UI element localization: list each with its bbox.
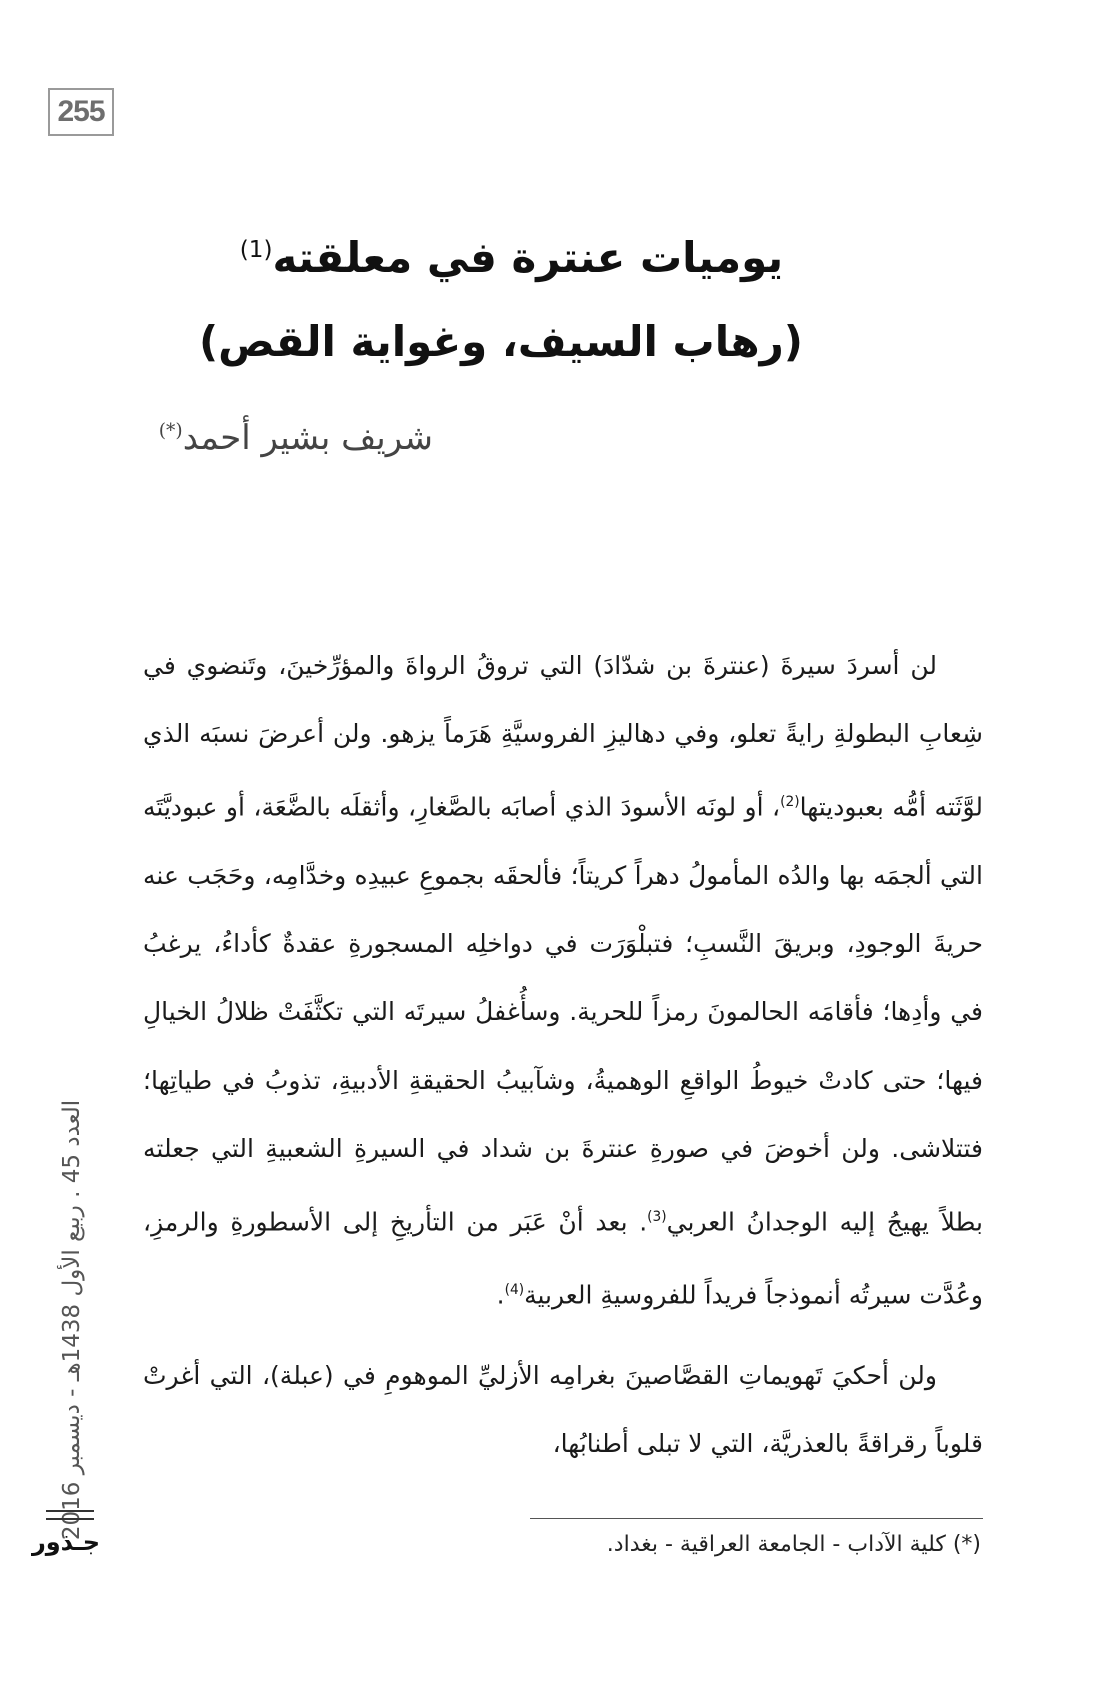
article-body [143, 632, 983, 1478]
article-title [198, 208, 803, 384]
paragraph-text: . [496, 1280, 505, 1310]
author-name: شريف بشير أحمد [182, 418, 433, 458]
body-paragraph [143, 1342, 983, 1478]
footnote-ref[interactable]: (3) [647, 1208, 667, 1225]
author-footnote-ref[interactable]: (*) [158, 420, 183, 442]
title-line-2: (رهاب السيف، وغواية القص) [198, 317, 803, 366]
paragraph-text: ولن أحكيَ تَهويماتِ القصَّاصينَ بغرامِه الأزليِّ الموهومِ في (عبلة)، التي أغرتْ قلوباً رقراقةً بالعذريَّة، التي لا تبلى أطنابُها، [143, 1361, 983, 1459]
body-paragraph [143, 632, 983, 1330]
author-line [159, 418, 433, 458]
journal-issue-info: العدد 45 . ربيع الأول 1438هـ - ديسمبر 2016 [59, 1099, 85, 1541]
footnote-divider [530, 1518, 983, 1519]
paragraph-text: ، أو لونَه الأسودَ الذي أصابَه بالصَّغارِ، وأثقلَه بالضَّعَة، أو عبوديَّتَه التي ألجمَه بها والدُه المأمولُ دهراً كريتاً؛ فألحقَه بجموعِ عبيدِه وخدَّامِه، وحَجَب عنه حريةَ الوجودِ، وبريقَ النَّسبِ؛ فتبلْوَرَت في دواخلِه المسجورةِ عقدةٌ كأداءُ، يرغبُ في وأدِها؛ فأقامَه الحالمونَ رمزاً للحرية. وسأُغفلُ سيرتَه التي تكثَّفَتْ ظلالُ الخيالِ فيها؛ حتى كادتْ خيوطُ الواقعِ الوهميةُ، وشآبيبُ الحقيقةِ الأدبيةِ، تذوبُ في طياتِها؛ فتتلاشى. ولن أخوضَ في صورةِ عنترةَ بن شداد في السيرةِ الشعبيةِ التي جعلته بطلاً يهيجُ إليه الوجدانُ العربي [143, 792, 983, 1237]
title-line-1 [220, 208, 803, 300]
journal-issue-band [36, 1070, 92, 1570]
title-line-1-text: يوميات عنترة في معلقته [272, 233, 784, 282]
footnote-ref[interactable]: (4) [504, 1282, 525, 1299]
page-number-box [48, 88, 114, 136]
journal-logo: جـذور [31, 1528, 101, 1556]
page-number: 255 [57, 95, 105, 128]
paragraph-text: لن أسردَ سيرةَ (عنترةَ بن شدّادَ) التي تروقُ الرواةَ والمؤرِّخينَ، وتَنضوي في شِعابِ البطولةِ رايةً تعلو، وفي دهاليزِ الفروسيَّةِ هَرَماً يزهو. ولن أعرضَ نسبَه الذي لوَّثَته أمُّه بعبوديتها [143, 651, 983, 822]
footnote-affiliation: (*) كلية الآداب - الجامعة العراقية - بغداد. [606, 1532, 981, 1557]
paragraph-text: . بعد أنْ عَبَر من التأريخِ إلى الأسطورةِ والرمزِ، وعُدَّت سيرتُه أنموذجاً فريداً للفروسيةِ العربية [143, 1207, 983, 1310]
title-footnote-ref[interactable]: (1) [239, 237, 273, 263]
footnote-ref[interactable]: (2) [780, 794, 800, 811]
journal-logo-rule [46, 1510, 94, 1520]
